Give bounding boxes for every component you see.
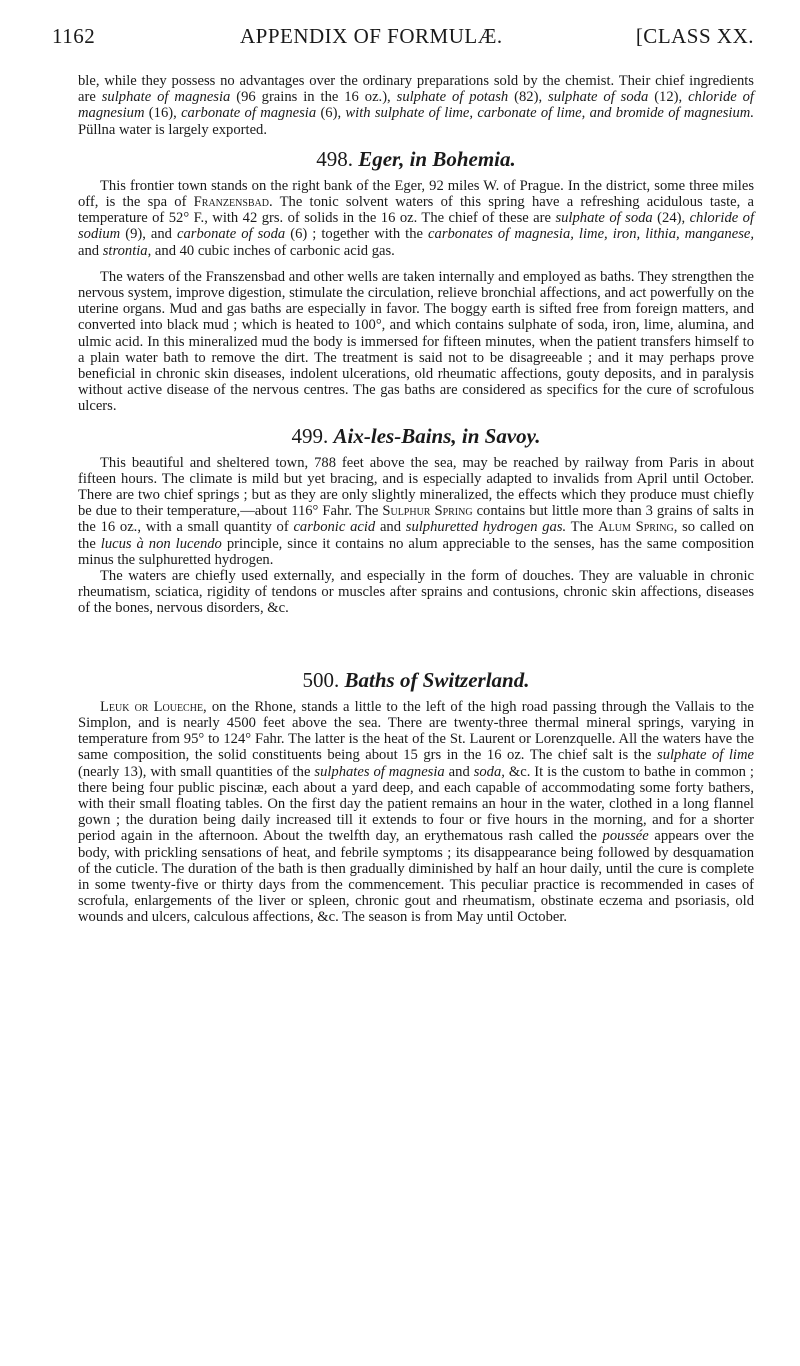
text-run: carbonates of magnesia, lime, iron, lithia, manganese,: [428, 226, 755, 243]
text-run: (16),: [144, 105, 182, 122]
body-text: [78, 73, 754, 926]
text-run: sulphate of soda: [548, 89, 649, 106]
text-run: poussée: [602, 828, 649, 845]
text-run: (nearly 13), with small quantities of the: [78, 763, 315, 780]
text-run: and 40 cubic inches of carbonic acid gas.: [151, 242, 395, 259]
section-title: Eger, in Bohemia.: [358, 146, 516, 171]
text-run: on the Rhone, stands a little to the left of the high road passing through the Vallais to the Simplon, and is nearly 4500 feet above the sea. There are twenty-three thermal mineral springs, varying in temperature from 95° to 124° Fahr. The latter is the heat of the St. Laurent or Lorenzquelle. All the waters have the same composition, the solid constituents being about 15 grs in the 16 oz. The chief salt is the: [78, 698, 754, 764]
text-run: Püllna water is largely exported.: [78, 121, 267, 138]
page-number: 1162: [52, 24, 96, 48]
text-run: appears over the body, with prickling sensations of heat, and febrile symptoms ; its disappearance being followed by desquamation of the cuticle. The duration of the bath is then gradually diminished by half an hour daily, until the cure is complete in some twenty-five or thirty days from the commencement. This peculiar practice is recommended in cases of scrofula, enlargements of the liver or spleen, chronic gout and rheumatism, obstinate eczema and psoriasis, old wounds and ulcers, calculous affections, &c. The season is from May until October.: [78, 828, 755, 926]
text-run: sulphuretted hydrogen gas.: [405, 519, 567, 536]
text-run: (12),: [648, 89, 689, 106]
text-run: carbonate of magnesia: [181, 105, 317, 122]
section-number: 499.: [291, 423, 329, 448]
text-run: sulphate of lime: [657, 747, 754, 764]
text-run: so called on the: [78, 519, 754, 552]
text-run: (9), and: [120, 226, 178, 243]
section-heading-498: [78, 147, 754, 171]
text-run: The tonic solvent waters of this spring have a refreshing acidulous taste, a temperature of 52° F., with 42 grs. of solids in the 16 oz. The chief of these are: [78, 194, 754, 227]
text-run: carbonate of soda: [177, 226, 286, 243]
text-run: (6),: [316, 105, 346, 122]
section-number: 498.: [316, 146, 353, 171]
paragraph-continued: [78, 73, 754, 138]
text-run: sulphates of magnesia: [314, 763, 445, 780]
text-run: The: [566, 519, 599, 536]
section-title: Aix-les-Bains, in Savoy.: [333, 423, 541, 448]
text-run: contains but little more than 3 grains of salts in the 16 oz., with a small quantity of: [78, 503, 754, 536]
text-run: sulphate of potash: [396, 89, 509, 106]
text-run: (82),: [508, 89, 549, 106]
section-heading-499: [78, 424, 754, 448]
text-run: ble, while they possess no advantages over the ordinary preparations sold by the chemist. Their chief ingredients are: [78, 73, 754, 106]
text-run: This frontier town stands on the right bank of the Eger, 92 miles W. of Prague. In the district, some three miles off, is the spa of: [78, 177, 754, 211]
section-title: Baths of Switzerland.: [344, 667, 530, 692]
text-run: and: [444, 763, 474, 780]
text-run: and: [78, 242, 103, 259]
class-label: [CLASS XX.: [635, 24, 754, 48]
paragraph: [78, 699, 754, 926]
text-run: with sulphate of lime, carbonate of lime, and bromide of magnesium.: [345, 105, 754, 122]
running-title: APPENDIX OF FORMULÆ.: [240, 24, 503, 48]
text-run: Alum Spring,: [598, 519, 678, 536]
text-run: and: [375, 519, 406, 536]
text-run: Franzensbad.: [193, 194, 273, 211]
paragraph: [78, 455, 754, 568]
text-run: This beautiful and sheltered town, 788 feet above the sea, may be reached by railway from Paris in about fifteen hours. The climate is mild but yet bracing, and is especially adapted to invalids from April until October. There are two chief springs ; but as they are only slightly mineralized, the effects which they produce must chiefly be due to their temperature,—about 116° Fahr. The: [78, 454, 754, 520]
text-run: lucus à non lucendo: [100, 535, 222, 552]
text-run: (24),: [652, 210, 690, 227]
text-run: strontia,: [102, 242, 152, 259]
text-run: Sulphur Spring: [382, 503, 473, 520]
text-run: principle, since it contains no alum appreciable to the senses, has the same composition minus the sulphuretted hydrogen.: [78, 535, 755, 568]
paragraph: The waters are chiefly used externally, and especially in the form of douches. They are valuable in chronic rheumatism, sciatica, rigidity of tendons or muscles after sprains and contusions, chronic skin affections, diseases of the bones, nervous disorders, &c.: [78, 568, 754, 617]
text-run: sulphate of magnesia: [101, 89, 231, 106]
paragraph: The waters of the Franszensbad and other wells are taken internally and employed as baths. They strengthen the nervous system, improve digestion, stimulate the circulation, relieve bronchial affections, and act powerfully on the uterine organs. Mud and gas baths are especially in favor. The boggy earth is sifted free from foreign matters, and converted into black mud ; which is heated to 100°, and which contains sulphate of soda, iron, lime, alumina, and ulmic acid. In this mineralized mud the body is immersed for fifteen minutes, when the patient transfers himself to a plain water bath to remove the dirt. The treatment is said not to be disagreeable ; and it may perhaps prove beneficial in chronic skin diseases, indolent ulcerations, old rheumatic affections, gouty deposits, and in paralysis without active disease of the nervous centres. The gas baths are considered as specifics for the cure of scrofulous ulcers.: [78, 268, 754, 415]
text-run: chloride of magnesium: [78, 89, 754, 122]
text-run: chloride of sodium: [78, 210, 755, 243]
running-header: [52, 20, 754, 60]
paragraph: [78, 178, 754, 259]
text-run: carbonic acid: [293, 519, 376, 536]
section-heading-500: [78, 668, 754, 692]
text-run: (6) ; together with the: [285, 226, 429, 243]
text-run: soda,: [473, 763, 505, 780]
section-number: 500.: [302, 667, 340, 692]
text-run: sulphate of soda: [555, 210, 653, 227]
text-run: Leuk or Loueche,: [100, 698, 207, 715]
text-run: &c. It is the custom to bathe in common ; there being four public piscinæ, each about a yard deep, and each capable of accommodating some forty bathers, with their small floating tables. On the first day the patient remains an hour in the water, clothed in a long flannel gown ; the duration being daily increased till it extends to four or five hours in the morning, and for a shorter period again in the afternoon. About the twelfth day, an erythematous rash called the: [78, 763, 754, 845]
text-run: (96 grains in the 16 oz.),: [230, 89, 397, 106]
